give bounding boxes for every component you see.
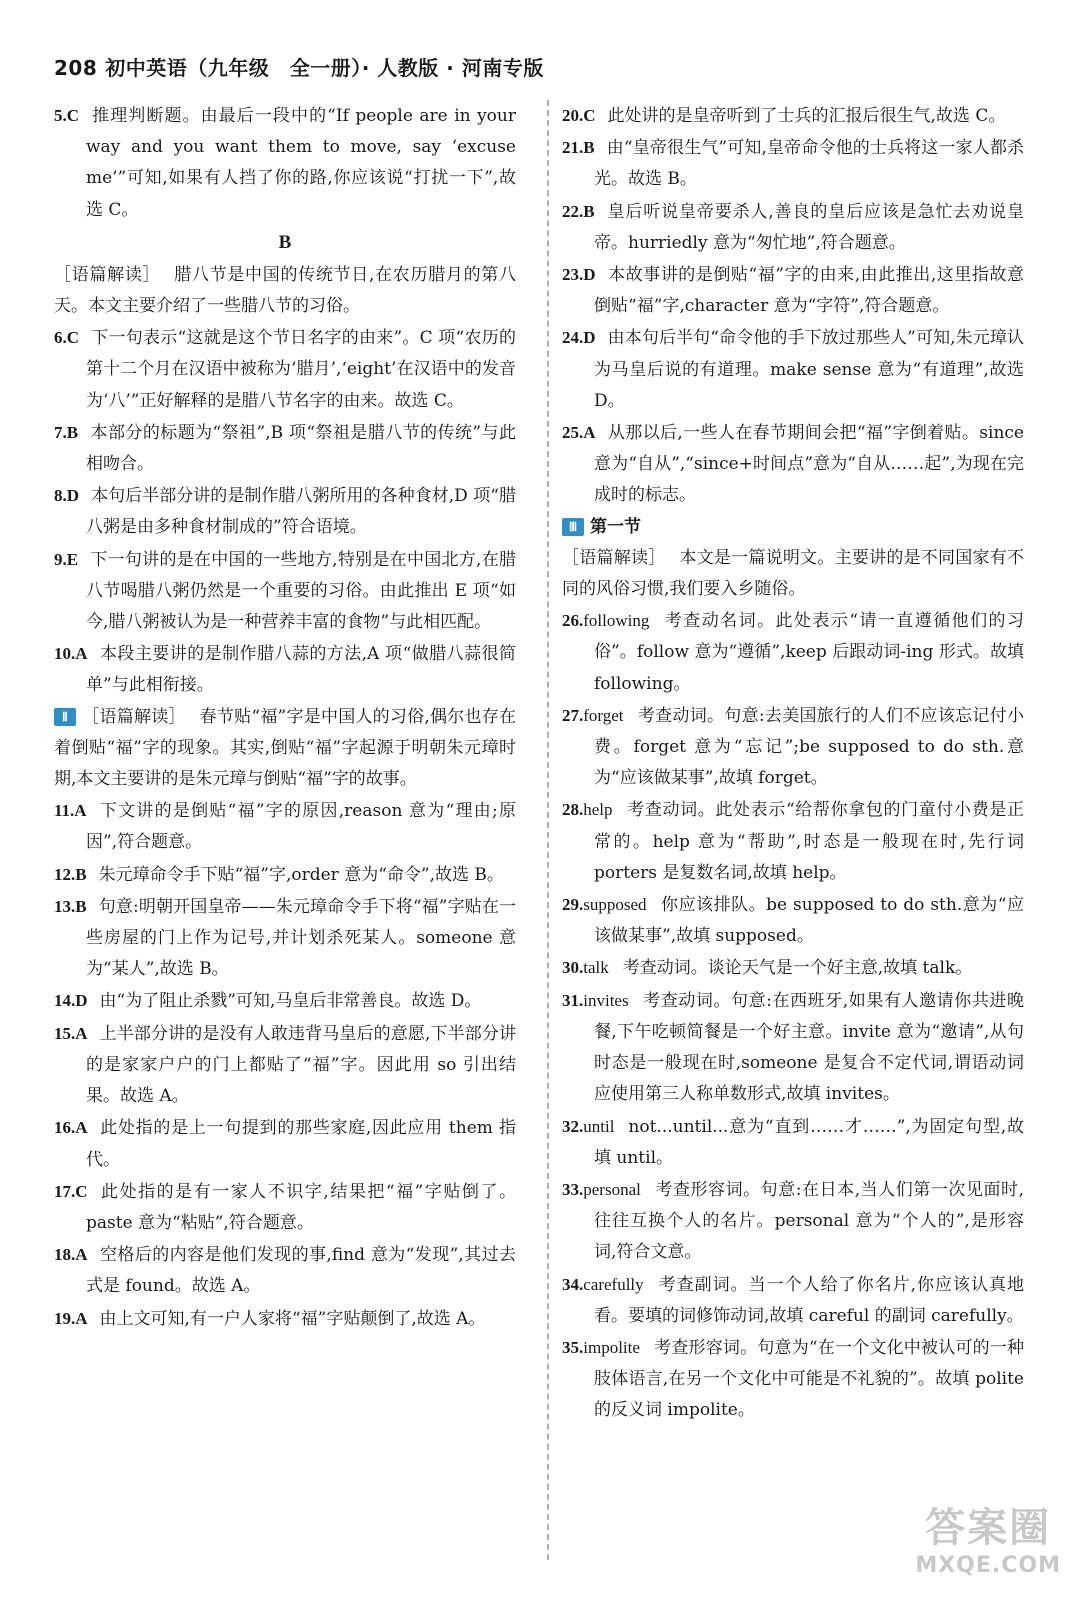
section-ii-badge: Ⅱ	[54, 708, 76, 726]
answer-item: 28.help 考查动词。此处表示“给帮你拿包的门童付小费是正常的。help 意为“帮助”,时态是一般现在时,先行词 porters 是复数名词,故填 help。	[562, 800, 1024, 883]
reading-summary: ［语篇解读］ 腊八节是中国的传统节日,在农历腊月的第八天。本文主要介绍了一些腊八节的习俗。	[54, 264, 517, 317]
answer-item: 27.forget 考查动词。句意:去美国旅行的人们不应该忘记付小费。forget 意为“忘记”;be supposed to do sth.意为“应该做某事”,故填 forget。	[562, 705, 1024, 789]
watermark-text: 答案圈	[925, 1505, 1052, 1551]
answer-item: 16.A 此处指的是上一句提到的那些家庭,因此应用 them 指代。	[54, 1118, 516, 1170]
answer-item: 25.A 从那以后,一些人在春节期间会把“福”字倒着贴。since 意为“自从”,“since+时间点”意为“自从……起”,为现在完成时的标志。	[562, 423, 1024, 506]
answer-item: 31.invites 考查动词。句意:在西班牙,如果有人邀请你共进晚餐,下午吃顿简餐是一个好主意。invite 意为“邀请”,从句时态是一般现在时,someone 是复合不定代词,谓语动词应使用第三人称单数形式,故填 invites。	[562, 990, 1024, 1105]
answer-item: 15.A 上半部分讲的是没有人敢违背马皇后的意愿,下半部分讲的是家家户户的门上都贴了“福”字。因此用 so 引出结果。故选 A。	[54, 1023, 516, 1107]
answer-item: 13.B 句意:明朝开国皇帝——朱元璋命令手下将“福”字贴在一些房屋的门上作为记号,并计划杀死某人。someone 意为“某人”,故选 B。	[54, 896, 516, 980]
answer-item: 11.A 下文讲的是倒贴“福”字的原因,reason 意为“理由;原因”,符合题意。	[54, 801, 516, 853]
answer-item: 6.C 下一句表示“这就是这个节日名字的由来”。C 项“农历的第十二个月在汉语中被称为‘腊月’,‘eight’在汉语中的发音为‘八’”正好解释的是腊八节名字的由来。故选 C。	[54, 328, 516, 411]
page-number: 208	[54, 56, 98, 80]
answer-item: 35.impolite 考查形容词。句意为“在一个文化中被认可的一种肢体语言,在另一个文化中可能是不礼貌的”。故填 polite 的反义词 impolite。	[562, 1337, 1024, 1421]
page-header	[54, 52, 544, 81]
book-title: 初中英语（九年级 全一册）· 人教版 · 河南专版	[105, 56, 544, 80]
answer-item: 19.A 由上文可知,有一户人家将“福”字贴颠倒了,故选 A。	[54, 1308, 486, 1329]
answer-item: 24.D 由本句后半句“命令他的手下放过那些人”可知,朱元璋认为马皇后说的有道理。make sense 意为“有道理”,故选 D。	[562, 328, 1024, 411]
section-iii-badge: Ⅲ	[562, 518, 584, 536]
column-divider	[547, 100, 549, 1560]
answer-item: 14.D 由“为了阻止杀戮”可知,马皇后非常善良。故选 D。	[54, 991, 482, 1012]
right-column	[562, 100, 1024, 1427]
answer-item: 10.A 本段主要讲的是制作腊八蒜的方法,A 项“做腊八蒜很简单”与此相衔接。	[54, 644, 516, 696]
answer-item: 8.D 本句后半部分讲的是制作腊八粥所用的各种食材,D 项“腊八粥是由多种食材制成的”符合语境。	[54, 486, 516, 538]
answer-item: 9.E 下一句讲的是在中国的一些地方,特别是在中国北方,在腊八节喝腊八粥仍然是一个重要的习俗。由此推出 E 项“如今,腊八粥被认为是一种营养丰富的食物”与此相匹配。	[54, 549, 516, 633]
answer-item: 34.carefully 考查副词。当一个人给了你名片,你应该认真地看。要填的词修饰动词,故填 careful 的副词 carefully。	[562, 1274, 1024, 1326]
answer-item: 30.talk 考查动词。谈论天气是一个好主意,故填 talk。	[562, 958, 973, 979]
answer-item: 7.B 本部分的标题为“祭祖”,B 项“祭祖是腊八节的传统”与此相吻合。	[54, 422, 516, 475]
reading-summary: ［语篇解读］ 本文是一篇说明文。主要讲的是不同国家有不同的风俗习惯,我们要入乡随俗。	[562, 547, 1025, 600]
left-column	[54, 100, 516, 1335]
section-iii-heading: Ⅲ 第一节	[562, 512, 1024, 543]
reading-summary: Ⅱ ［语篇解读］ 春节贴“福”字是中国人的习俗,偶尔也存在着倒贴“福”字的现象。其实,倒贴“福”字起源于明朝朱元璋时期,本文主要讲的是朱元璋与倒贴“福”字的故事。	[54, 706, 516, 790]
answer-item: 26.following 考查动名词。此处表示“请一直遵循他们的习俗”。follow 意为“遵循”,keep 后跟动词-ing 形式。故填 following。	[562, 611, 1024, 694]
section-heading-b: B	[278, 231, 292, 253]
answer-item: 21.B 由“皇帝很生气”可知,皇帝命令他的士兵将这一家人都杀光。故选 B。	[562, 138, 1024, 190]
watermark-logo	[915, 1496, 1061, 1578]
answer-item: 32.until not...until...意为“直到……才……”,为固定句型,故填 until。	[562, 1116, 1024, 1168]
answer-item: 33.personal 考查形容词。句意:在日本,当人们第一次见面时,往往互换个人的名片。personal 意为“个人的”,是形容词,符合文意。	[562, 1179, 1024, 1263]
answer-item: 22.B 皇后听说皇帝要杀人,善良的皇后应该是急忙去劝说皇帝。hurriedly 意为“匆忙地”,符合题意。	[562, 201, 1024, 253]
answer-item: 29.supposed 你应该排队。be supposed to do sth.意为“应该做某事”,故填 supposed。	[562, 895, 1024, 947]
watermark-url: MXQE.COM	[915, 1553, 1061, 1578]
answer-item: 12.B 朱元璋命令手下贴“福”字,order 意为“命令”,故选 B。	[54, 864, 504, 885]
answer-item: 5.C 推理判断题。由最后一段中的“If people are in your way and you want them to move, say ‘excuse me’”可知,如果有人挡了你的路,你应该说“打扰一下”,故选 C。	[54, 106, 516, 220]
answer-item: 23.D 本故事讲的是倒贴“福”字的由来,由此推出,这里指故意倒贴“福”字,character 意为“字符”,符合题意。	[562, 265, 1024, 317]
answer-item: 20.C 此处讲的是皇帝听到了士兵的汇报后很生气,故选 C。	[562, 106, 1006, 126]
answer-item: 18.A 空格后的内容是他们发现的事,find 意为“发现”,其过去式是 found。故选 A。	[54, 1245, 516, 1297]
answer-item: 17.C 此处指的是有一家人不识字,结果把“福”字贴倒了。paste 意为“粘贴”,符合题意。	[54, 1181, 516, 1233]
